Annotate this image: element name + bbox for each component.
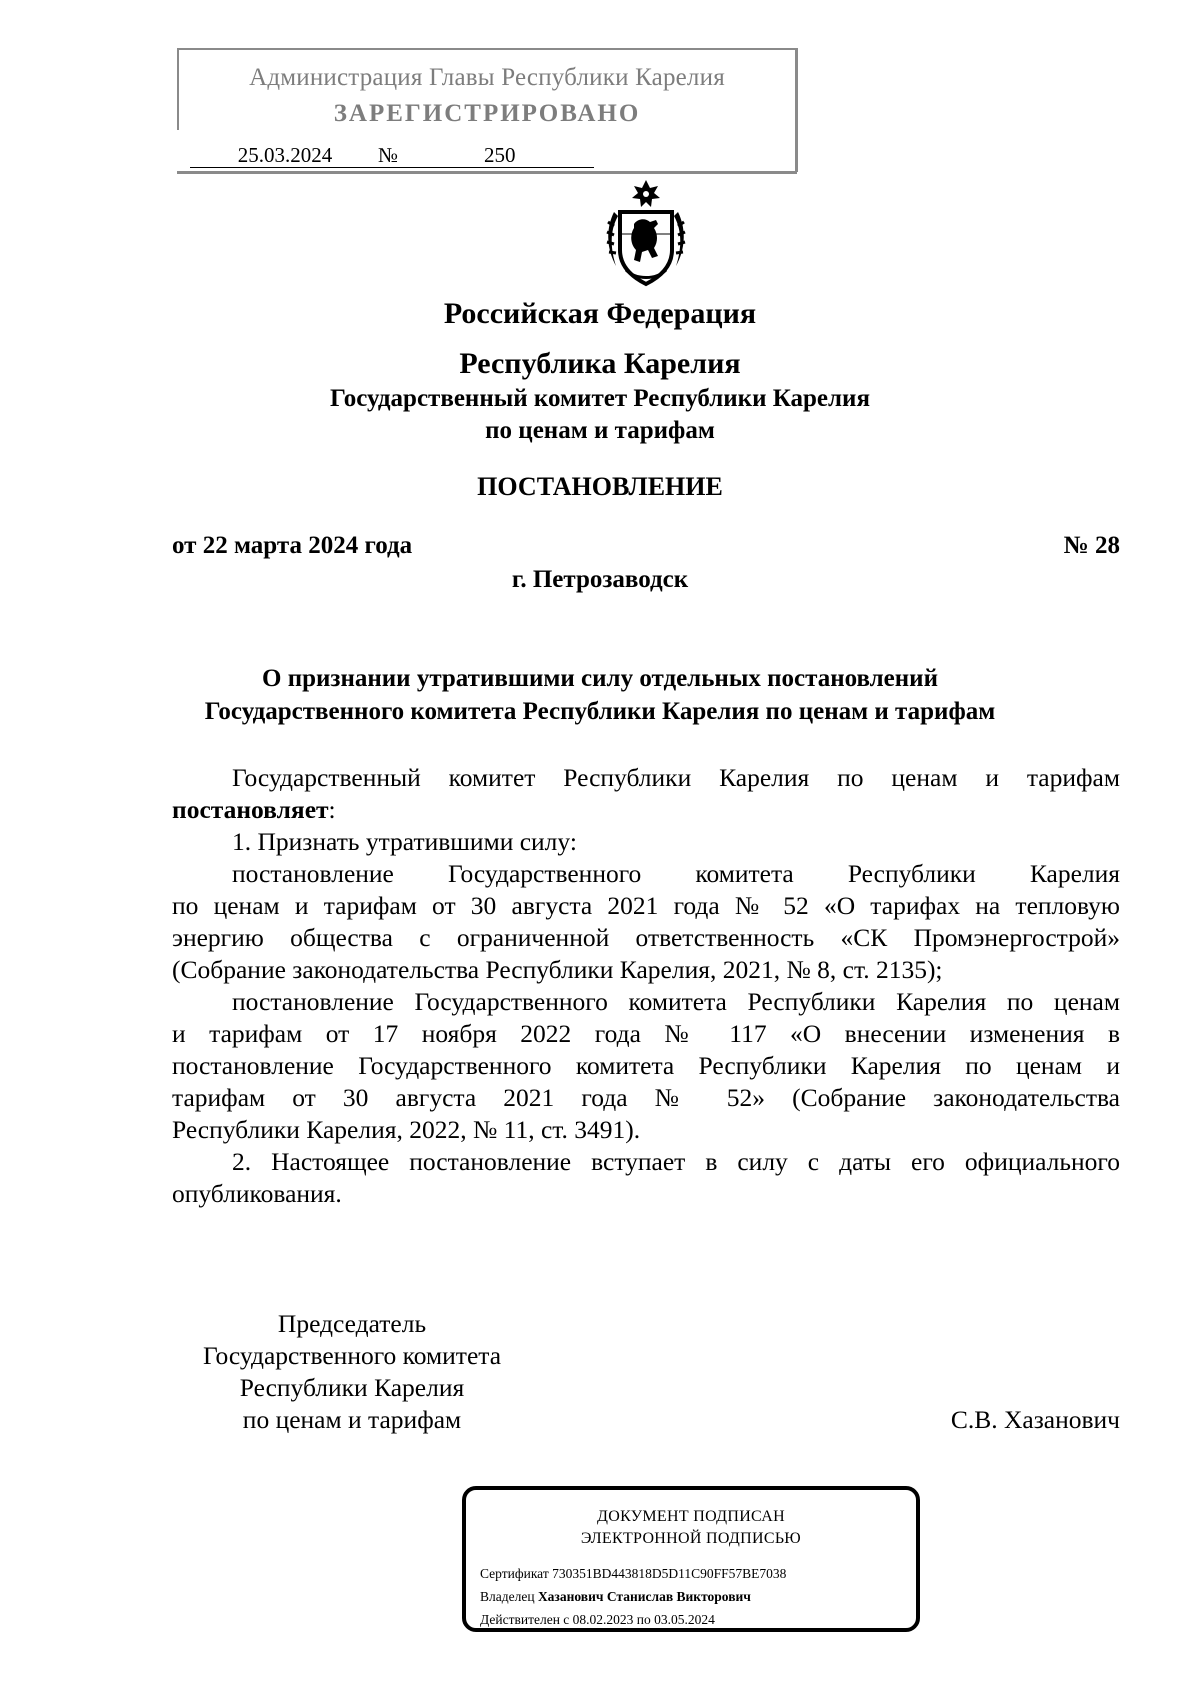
intro-colon: : <box>328 795 336 824</box>
e-signature-owner <box>480 1589 751 1605</box>
owner-value: Хазанович Станислав Викторович <box>537 1589 751 1604</box>
registration-stamp-frame-right <box>795 48 798 172</box>
e-signature-certificate <box>480 1566 786 1582</box>
karelia-coat-of-arms-icon <box>596 178 696 290</box>
registration-stamp-status: ЗАРЕГИСТРИРОВАНО <box>333 100 641 127</box>
subject-line1: О признании утратившими силу отдельных постановлений <box>262 665 938 692</box>
valid-to: 03.05.2024 <box>654 1612 715 1627</box>
signatory-position-line: Государственного комитета <box>202 1341 502 1370</box>
registration-number-sign: № <box>378 143 404 168</box>
e-signature-title1: ДОКУМЕНТ ПОДПИСАН <box>597 1508 785 1525</box>
item1-heading: 1. Признать утратившими силу: <box>232 827 577 856</box>
p2-line: тарифам от 30 августа 2021 года № 52» (Собрание законодательства <box>172 1083 1120 1112</box>
registration-stamp-authority: Администрация Главы Республики Карелия <box>249 64 725 91</box>
intro-line1: Государственный комитет Республики Карелия по ценам и тарифам <box>232 763 1120 792</box>
signatory-position-line: Республики Карелия <box>239 1373 465 1402</box>
e-signature-title2: ЭЛЕКТРОННОЙ ПОДПИСЬЮ <box>580 1530 802 1547</box>
valid-to-label: по <box>636 1612 651 1627</box>
p1-line: постановление Государственного комитета Республики Карелия <box>232 859 1120 888</box>
committee-title-line1: Государственный комитет Республики Карелия <box>330 385 870 412</box>
p2-line: постановление Государственного комитета Республики Карелия по ценам и <box>172 1051 1120 1080</box>
registration-stamp-frame-left <box>177 48 179 130</box>
document-date: от 22 марта 2024 года <box>172 532 413 559</box>
p1-line: энергию общества с ограниченной ответственность «СК Промэнергострой» <box>172 923 1120 952</box>
country-title: Российская Федерация <box>443 297 757 330</box>
p1-line: по ценам и тарифам от 30 августа 2021 года № 52 «О тарифах на тепловую <box>172 891 1120 920</box>
valid-label: Действителен с <box>480 1612 570 1627</box>
registration-stamp-frame-top <box>177 48 797 50</box>
document-city: г. Петрозаводск <box>511 566 689 593</box>
item2-line: опубликования. <box>172 1179 342 1208</box>
valid-from: 08.02.2023 <box>572 1612 634 1627</box>
registration-date: 25.03.2024 <box>190 143 380 168</box>
item2-line: 2. Настоящее постановление вступает в силу с даты его официального <box>232 1147 1120 1176</box>
signatory-name: С.В. Хазанович <box>950 1405 1120 1434</box>
registration-number: 250 <box>404 143 594 168</box>
intro-resolves: постановляет <box>172 795 329 824</box>
owner-label: Владелец <box>480 1589 535 1604</box>
intro-line2 <box>172 794 1120 826</box>
p2-line: Республики Карелия, 2022, № 11, ст. 3491). <box>172 1115 641 1144</box>
certificate-label: Сертификат <box>480 1566 549 1581</box>
certificate-value: 730351BD443818D5D11C90FF57BE7038 <box>552 1566 787 1581</box>
p2-line: и тарифам от 17 ноября 2022 года № 117 «О внесении изменения в <box>172 1019 1120 1048</box>
republic-title: Республика Карелия <box>459 347 741 380</box>
document-type: ПОСТАНОВЛЕНИЕ <box>477 472 723 501</box>
registration-stamp-frame-bottom <box>177 171 797 174</box>
p1-line: (Собрание законодательства Республики Карелия, 2021, № 8, ст. 2135); <box>172 955 943 984</box>
signatory-position-line: по ценам и тарифам <box>242 1405 462 1434</box>
subject-line2: Государственного комитета Республики Карелия по ценам и тарифам <box>204 698 996 725</box>
document-number: № 28 <box>1063 532 1120 559</box>
signatory-position-line: Председатель <box>277 1309 427 1338</box>
committee-title-line2: по ценам и тарифам <box>485 417 715 444</box>
e-signature-validity <box>480 1612 715 1628</box>
p2-line: постановление Государственного комитета Республики Карелия по ценам <box>232 987 1120 1016</box>
